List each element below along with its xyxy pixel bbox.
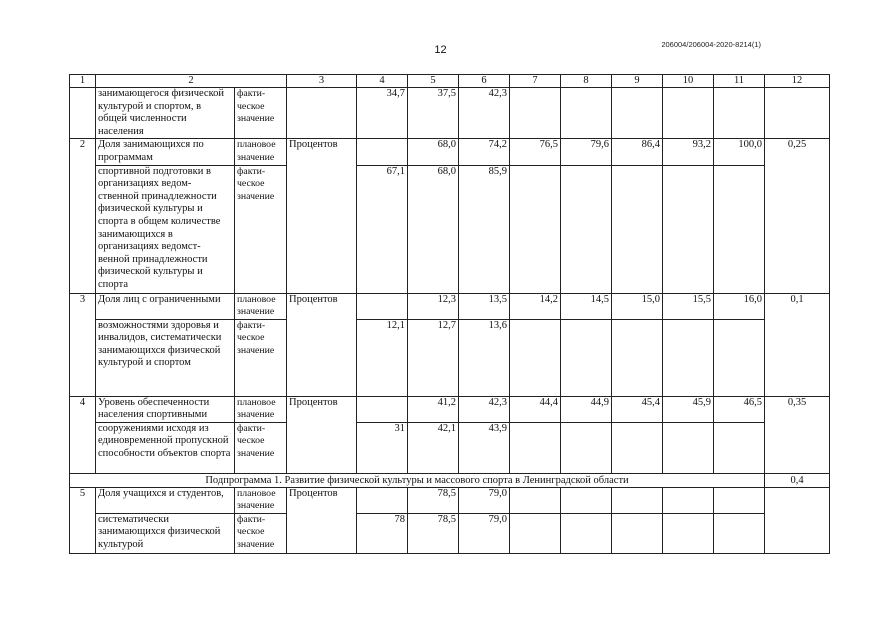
subprogram-weight: 0,4	[765, 473, 830, 487]
indicator-name: Доля лиц с ограниченными	[96, 293, 235, 319]
value-cell	[612, 422, 663, 473]
table-row	[70, 139, 830, 165]
weight-cell	[765, 88, 830, 139]
value-cell	[357, 487, 408, 513]
document-reference: 206004/206004-2020-8214(1)	[661, 40, 761, 49]
header-cell: 8	[561, 75, 612, 88]
row-number: 5	[70, 487, 96, 553]
value-cell	[663, 487, 714, 513]
weight-cell: 0,25	[765, 139, 830, 293]
table-row	[70, 396, 830, 422]
value-cell: 93,2	[663, 139, 714, 165]
table-row	[70, 319, 830, 396]
unit: Процентов	[287, 487, 357, 553]
value-cell	[357, 293, 408, 319]
value-cell	[714, 487, 765, 513]
value-cell: 45,9	[663, 396, 714, 422]
subprogram-row	[70, 473, 830, 487]
header-cell: 1	[70, 75, 96, 88]
value-kind: факти-ческое значение	[235, 319, 287, 396]
value-cell: 46,5	[714, 396, 765, 422]
indicator-name: систематически занимающихся физической культурой	[96, 513, 235, 553]
value-cell: 78,5	[408, 513, 459, 553]
value-cell: 13,5	[459, 293, 510, 319]
table-row	[70, 293, 830, 319]
value-cell	[612, 88, 663, 139]
value-cell: 42,3	[459, 88, 510, 139]
value-cell	[561, 319, 612, 396]
value-cell: 79,6	[561, 139, 612, 165]
value-cell	[612, 165, 663, 293]
value-cell: 68,0	[408, 139, 459, 165]
header-cell: 6	[459, 75, 510, 88]
value-cell: 31	[357, 422, 408, 473]
header-cell: 2	[96, 75, 287, 88]
table-row	[70, 422, 830, 473]
value-cell	[612, 513, 663, 553]
unit: Процентов	[287, 293, 357, 396]
value-cell	[510, 513, 561, 553]
indicator-name: спортивной подготовки в организациях ведом-ственной принадлежности физической культуры и спорта в общем количестве занимающихся в организациях ведомст-венной принадлежности физической культуры и спорта	[96, 165, 235, 293]
header-cell: 12	[765, 75, 830, 88]
value-cell	[510, 422, 561, 473]
subprogram-title: Подпрограмма 1. Развитие физической культуры и массового спорта в Ленинградской области	[70, 473, 765, 487]
page-number: 12	[434, 44, 447, 56]
weight-cell: 0,35	[765, 396, 830, 473]
value-cell: 44,4	[510, 396, 561, 422]
value-cell: 85,9	[459, 165, 510, 293]
value-kind: плановое значение	[235, 293, 287, 319]
value-cell: 12,3	[408, 293, 459, 319]
value-cell: 76,5	[510, 139, 561, 165]
value-cell	[612, 487, 663, 513]
value-kind: плановое значение	[235, 139, 287, 165]
table-row	[70, 487, 830, 513]
unit: Процентов	[287, 396, 357, 473]
header-cell: 5	[408, 75, 459, 88]
header-cell: 10	[663, 75, 714, 88]
indicator-name: сооружениями исходя из единовременной пропускной способности объектов спорта	[96, 422, 235, 473]
value-cell	[714, 165, 765, 293]
value-cell: 74,2	[459, 139, 510, 165]
row-number: 2	[70, 139, 96, 293]
value-cell	[561, 165, 612, 293]
weight-cell	[765, 487, 830, 553]
indicators-table	[69, 74, 830, 554]
value-cell	[510, 165, 561, 293]
header-row	[70, 75, 830, 88]
table-row	[70, 88, 830, 139]
value-cell	[714, 422, 765, 473]
value-cell: 43,9	[459, 422, 510, 473]
value-cell: 15,0	[612, 293, 663, 319]
value-cell	[510, 319, 561, 396]
indicator-name: возможностями здоровья и инвалидов, систематически занимающихся физической культурой и спортом	[96, 319, 235, 396]
value-cell	[663, 422, 714, 473]
value-kind: плановое значение	[235, 487, 287, 513]
value-cell: 78	[357, 513, 408, 553]
value-cell: 67,1	[357, 165, 408, 293]
value-kind: факти-ческое значение	[235, 88, 287, 139]
value-cell: 12,7	[408, 319, 459, 396]
value-cell	[714, 513, 765, 553]
table-row	[70, 513, 830, 553]
header-cell: 3	[287, 75, 357, 88]
value-cell: 86,4	[612, 139, 663, 165]
value-cell	[612, 319, 663, 396]
value-cell: 16,0	[714, 293, 765, 319]
indicator-name: Доля занимающихся по программам	[96, 139, 235, 165]
value-cell: 45,4	[612, 396, 663, 422]
header-cell: 4	[357, 75, 408, 88]
value-cell	[663, 513, 714, 553]
unit	[287, 88, 357, 139]
value-cell	[510, 88, 561, 139]
value-cell: 12,1	[357, 319, 408, 396]
indicator-name: Уровень обеспеченности населения спортивными	[96, 396, 235, 422]
value-cell	[357, 396, 408, 422]
indicator-name: занимающегося физической культурой и спортом, в общей численности населения	[96, 88, 235, 139]
value-cell: 14,5	[561, 293, 612, 319]
value-cell: 14,2	[510, 293, 561, 319]
value-cell	[561, 513, 612, 553]
value-cell: 79,0	[459, 487, 510, 513]
table-row	[70, 165, 830, 293]
unit: Процентов	[287, 139, 357, 293]
value-cell: 42,3	[459, 396, 510, 422]
value-cell	[561, 88, 612, 139]
value-cell: 34,7	[357, 88, 408, 139]
row-number: 3	[70, 293, 96, 396]
row-number: 4	[70, 396, 96, 473]
value-kind: факти-ческое значение	[235, 422, 287, 473]
header-cell: 11	[714, 75, 765, 88]
value-cell: 41,2	[408, 396, 459, 422]
value-cell: 68,0	[408, 165, 459, 293]
value-kind: плановое значение	[235, 396, 287, 422]
value-cell: 78,5	[408, 487, 459, 513]
header-cell: 7	[510, 75, 561, 88]
value-cell	[561, 487, 612, 513]
value-cell: 42,1	[408, 422, 459, 473]
value-cell: 13,6	[459, 319, 510, 396]
value-cell	[663, 165, 714, 293]
value-cell: 79,0	[459, 513, 510, 553]
value-cell	[663, 319, 714, 396]
value-cell: 44,9	[561, 396, 612, 422]
value-cell: 37,5	[408, 88, 459, 139]
value-cell	[714, 319, 765, 396]
row-number	[70, 88, 96, 139]
value-cell	[663, 88, 714, 139]
value-kind: факти-ческое значение	[235, 165, 287, 293]
value-cell	[714, 88, 765, 139]
value-kind: факти-ческое значение	[235, 513, 287, 553]
value-cell: 100,0	[714, 139, 765, 165]
value-cell	[510, 487, 561, 513]
value-cell: 15,5	[663, 293, 714, 319]
value-cell	[561, 422, 612, 473]
weight-cell: 0,1	[765, 293, 830, 396]
indicator-name: Доля учащихся и студентов,	[96, 487, 235, 513]
value-cell	[357, 139, 408, 165]
header-cell: 9	[612, 75, 663, 88]
